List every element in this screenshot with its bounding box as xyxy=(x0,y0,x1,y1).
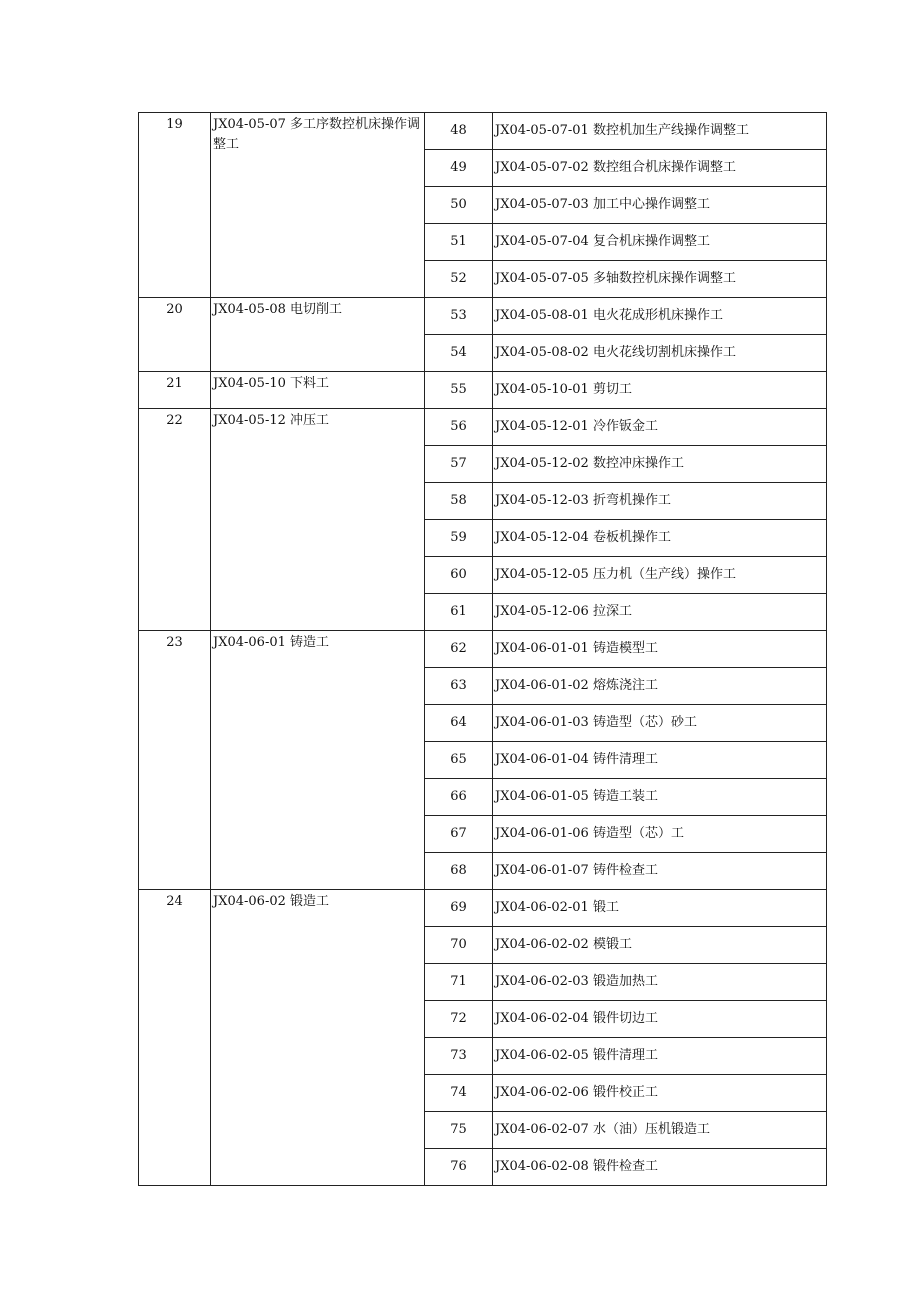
item-occupation: JX04-05-12-04 卷板机操作工 xyxy=(493,520,827,557)
item-occupation: JX04-06-02-04 锻件切边工 xyxy=(493,1001,827,1038)
group-number: 23 xyxy=(139,631,211,890)
item-number: 76 xyxy=(425,1149,493,1186)
item-number: 61 xyxy=(425,594,493,631)
item-number: 58 xyxy=(425,483,493,520)
item-occupation: JX04-05-07-05 多轴数控机床操作调整工 xyxy=(493,261,827,298)
item-number: 55 xyxy=(425,372,493,409)
item-occupation: JX04-05-12-06 拉深工 xyxy=(493,594,827,631)
item-occupation: JX04-06-02-03 锻造加热工 xyxy=(493,964,827,1001)
item-number: 65 xyxy=(425,742,493,779)
item-number: 69 xyxy=(425,890,493,927)
item-number: 68 xyxy=(425,853,493,890)
group-number: 22 xyxy=(139,409,211,631)
item-occupation: JX04-05-07-02 数控组合机床操作调整工 xyxy=(493,150,827,187)
item-occupation: JX04-05-07-04 复合机床操作调整工 xyxy=(493,224,827,261)
item-number: 64 xyxy=(425,705,493,742)
item-number: 49 xyxy=(425,150,493,187)
item-number: 48 xyxy=(425,113,493,150)
item-occupation: JX04-06-02-05 锻件清理工 xyxy=(493,1038,827,1075)
item-number: 54 xyxy=(425,335,493,372)
item-occupation: JX04-06-02-02 模锻工 xyxy=(493,927,827,964)
group-number: 19 xyxy=(139,113,211,298)
item-number: 75 xyxy=(425,1112,493,1149)
item-occupation: JX04-06-01-07 铸件检查工 xyxy=(493,853,827,890)
occupation-table xyxy=(138,112,827,1186)
item-number: 51 xyxy=(425,224,493,261)
item-number: 71 xyxy=(425,964,493,1001)
item-occupation: JX04-06-01-02 熔炼浇注工 xyxy=(493,668,827,705)
item-occupation: JX04-05-08-02 电火花线切割机床操作工 xyxy=(493,335,827,372)
group-occupation: JX04-05-12 冲压工 xyxy=(211,409,425,631)
item-occupation: JX04-06-01-05 铸造工装工 xyxy=(493,779,827,816)
group-number: 20 xyxy=(139,298,211,372)
item-number: 66 xyxy=(425,779,493,816)
table-row xyxy=(139,372,827,409)
item-occupation: JX04-06-01-03 铸造型（芯）砂工 xyxy=(493,705,827,742)
item-number: 56 xyxy=(425,409,493,446)
table-row xyxy=(139,298,827,335)
group-occupation: JX04-06-01 铸造工 xyxy=(211,631,425,890)
item-occupation: JX04-06-01-06 铸造型（芯）工 xyxy=(493,816,827,853)
item-occupation: JX04-05-12-03 折弯机操作工 xyxy=(493,483,827,520)
group-occupation: JX04-05-08 电切削工 xyxy=(211,298,425,372)
item-number: 60 xyxy=(425,557,493,594)
item-number: 50 xyxy=(425,187,493,224)
item-occupation: JX04-06-01-01 铸造模型工 xyxy=(493,631,827,668)
item-number: 62 xyxy=(425,631,493,668)
table-row xyxy=(139,113,827,150)
item-occupation: JX04-05-07-01 数控机加生产线操作调整工 xyxy=(493,113,827,150)
item-number: 57 xyxy=(425,446,493,483)
occupation-table-body xyxy=(139,113,827,1186)
item-occupation: JX04-05-07-03 加工中心操作调整工 xyxy=(493,187,827,224)
item-number: 59 xyxy=(425,520,493,557)
item-occupation: JX04-05-12-05 压力机（生产线）操作工 xyxy=(493,557,827,594)
table-row xyxy=(139,890,827,927)
item-occupation: JX04-06-02-07 水（油）压机锻造工 xyxy=(493,1112,827,1149)
item-occupation: JX04-06-02-01 锻工 xyxy=(493,890,827,927)
item-occupation: JX04-05-12-02 数控冲床操作工 xyxy=(493,446,827,483)
group-occupation: JX04-06-02 锻造工 xyxy=(211,890,425,1186)
group-number: 21 xyxy=(139,372,211,409)
item-number: 70 xyxy=(425,927,493,964)
group-occupation: JX04-05-07 多工序数控机床操作调整工 xyxy=(211,113,425,298)
item-number: 72 xyxy=(425,1001,493,1038)
item-occupation: JX04-06-01-04 铸件清理工 xyxy=(493,742,827,779)
item-occupation: JX04-05-12-01 冷作钣金工 xyxy=(493,409,827,446)
item-occupation: JX04-05-10-01 剪切工 xyxy=(493,372,827,409)
item-number: 74 xyxy=(425,1075,493,1112)
item-number: 73 xyxy=(425,1038,493,1075)
item-number: 63 xyxy=(425,668,493,705)
item-occupation: JX04-06-02-08 锻件检查工 xyxy=(493,1149,827,1186)
item-number: 67 xyxy=(425,816,493,853)
item-occupation: JX04-05-08-01 电火花成形机床操作工 xyxy=(493,298,827,335)
group-occupation: JX04-05-10 下料工 xyxy=(211,372,425,409)
group-number: 24 xyxy=(139,890,211,1186)
table-row xyxy=(139,631,827,668)
table-row xyxy=(139,409,827,446)
item-occupation: JX04-06-02-06 锻件校正工 xyxy=(493,1075,827,1112)
item-number: 53 xyxy=(425,298,493,335)
item-number: 52 xyxy=(425,261,493,298)
